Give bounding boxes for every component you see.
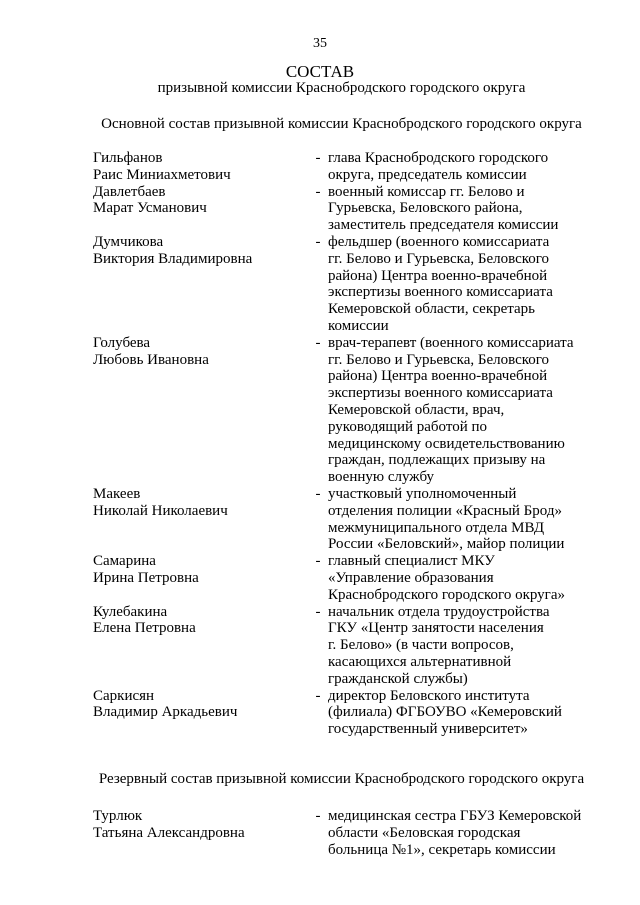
member-name [93,553,308,603]
member-role-line: района) Центра военно-врачебной [328,267,548,284]
member-role-line: граждан, подлежащих призыву на [328,452,546,469]
member-row [93,688,613,738]
document-title: СОСТАВ [285,62,355,81]
member-role-line: «Управление образования [328,569,494,586]
member-role-line: участковый уполномоченный [328,485,517,502]
member-role-line: Краснобродского городского округа» [328,586,565,603]
member-role-line: гг. Белово и Гурьевска, Беловского [328,250,550,267]
member-name [93,688,308,738]
member-role-line: директор Беловского института [328,687,530,704]
member-role [328,688,583,738]
member-role-line: глава Краснобродского городского [328,150,549,166]
member-role-line: больница №1», секретарь комиссии [328,841,556,858]
member-row [93,808,613,858]
member-dash: - [315,553,321,570]
member-role-line: Кемеровской области, врач, [328,401,505,418]
member-role [328,150,583,184]
member-name-line: Турлюк [93,808,143,824]
member-name-line: Марат Усманович [93,200,207,217]
member-role-line: фельдшер (военного комиссариата [328,233,550,250]
member-row [93,184,613,234]
member-name-line: Давлетбаев [93,183,166,200]
member-name-line: Владимир Аркадьевич [93,704,238,721]
member-role-line: руководящий работой по [328,418,488,435]
member-role-line: Гурьевска, Беловского района, [328,200,523,217]
member-role-line: касающихся альтернативной [328,653,512,670]
member-role-line: области «Беловская городская [328,824,521,841]
member-role-line: России «Беловский», майор полиции [328,536,565,553]
member-dash: - [315,233,321,250]
member-row [93,553,613,603]
member-name [93,604,308,688]
member-name-line: Виктория Владимировна [93,250,253,267]
document-subtitle: призывной комиссии Краснобродского городского округа [157,80,526,96]
reserve-composition-heading: Резервный состав призывной комиссии Краснобродского городского округа [98,771,585,787]
member-role [328,604,583,688]
member-name [93,335,308,486]
member-name-line: Голубева [93,334,151,351]
member-name [93,234,308,335]
member-name-line: Любовь Ивановна [93,351,209,368]
member-role [328,184,583,234]
member-role-line: комиссии [328,317,389,334]
member-name-line: Николай Николаевич [93,502,228,519]
member-name-line: Гильфанов [93,150,163,166]
member-name-line: Кулебакина [93,603,168,620]
member-row [93,335,613,486]
reserve-members-list [93,808,613,858]
member-row [93,234,613,335]
member-role-line: экспертизы военного комиссариата [328,284,553,301]
member-name-line: Макеев [93,485,141,502]
member-role [328,808,583,858]
member-dash: - [315,603,321,620]
member-name-line: Самарина [93,553,156,570]
member-name-line: Елена Петровна [93,620,196,637]
member-role-line: ГКУ «Центр занятости населения [328,620,544,637]
member-role-line: гг. Белово и Гурьевска, Беловского [328,351,550,368]
member-role [328,486,583,553]
member-name-line: Раис Миниахметович [93,166,231,183]
member-role-line: района) Центра военно-врачебной [328,368,548,385]
member-name [93,184,308,234]
member-role-line: отделения полиции «Красный Брод» [328,502,562,519]
member-role-line: округа, председатель комиссии [328,166,527,183]
member-role-line: военную службу [328,469,435,486]
member-name-line: Татьяна Александровна [93,824,245,841]
member-name-line: Саркисян [93,687,155,704]
member-role [328,553,583,603]
member-dash: - [315,334,321,351]
member-role-line: военный комиссар гг. Белово и [328,183,525,200]
member-role-line: государственный университет» [328,721,528,738]
member-role [328,335,583,486]
member-role-line: гражданской службы) [328,670,468,687]
member-name-line: Ирина Петровна [93,569,199,586]
member-role-line: (филиала) ФГБОУВО «Кемеровский [328,704,562,721]
page-number: 35 [313,36,327,51]
member-dash: - [315,808,321,824]
member-dash: - [315,687,321,704]
member-role-line: экспертизы военного комиссариата [328,385,553,402]
member-row [93,486,613,553]
member-name [93,486,308,553]
member-dash: - [315,183,321,200]
member-row [93,604,613,688]
member-name-line: Думчикова [93,233,164,250]
member-role-line: заместитель председателя комиссии [328,217,559,234]
member-role-line: главный специалист МКУ [328,553,495,570]
member-role-line: врач-терапевт (военного комиссариата [328,334,574,351]
main-composition-heading: Основной состав призывной комиссии Краснобродского городского округа [101,116,582,132]
member-dash: - [315,485,321,502]
member-name [93,808,308,858]
member-name [93,150,308,184]
member-role-line: Кемеровской области, секретарь [328,301,536,318]
member-row [93,150,613,184]
main-members-list [93,150,613,738]
member-role-line: г. Белово» (в части вопросов, [328,637,514,654]
member-role-line: межмуниципального отдела МВД [328,519,545,536]
member-role-line: медицинская сестра ГБУЗ Кемеровской [328,808,582,824]
member-role-line: начальник отдела трудоустройства [328,603,550,620]
member-role-line: медицинскому освидетельствованию [328,435,565,452]
member-dash: - [315,150,321,166]
member-role [328,234,583,335]
